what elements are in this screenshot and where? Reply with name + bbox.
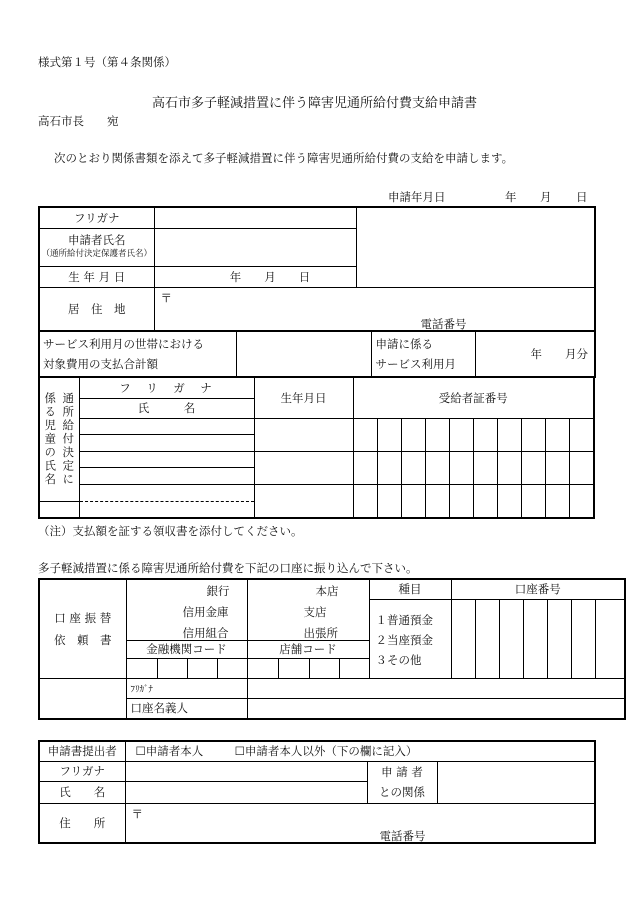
kind-option-toza[interactable]: ２当座預金 bbox=[375, 632, 433, 647]
address-label: 居 住 地 bbox=[39, 287, 154, 331]
service-month-label bbox=[371, 331, 475, 377]
relation-label-1: 申 請 者 bbox=[381, 765, 423, 779]
intro-text: 次のとおり関係書類を添えて多子軽減措置に伴う障害児通所給付費の支給を申請します。 bbox=[54, 151, 514, 165]
kind-header: 種目 bbox=[369, 579, 451, 599]
child-2-digit[interactable] bbox=[449, 451, 473, 484]
submitter-postal-mark: 〒 bbox=[131, 806, 143, 821]
addressee: 高石市長 宛 bbox=[38, 114, 119, 128]
child-2-digit[interactable] bbox=[425, 451, 449, 484]
transfer-intro: 多子軽減措置に係る障害児通所給付費を下記の口座に振り込んで下さい。 bbox=[38, 561, 418, 575]
applicant-table bbox=[38, 206, 596, 332]
child-1-name[interactable] bbox=[79, 434, 254, 451]
holder-field[interactable] bbox=[247, 698, 625, 719]
child-side-label-1: 通所給付決定に bbox=[61, 392, 76, 487]
child-1-birth[interactable] bbox=[254, 418, 353, 451]
bank-code-label: 金融機関コード bbox=[126, 640, 247, 658]
service-month-label-2: サービス利用月 bbox=[375, 357, 456, 371]
child-1-digit[interactable] bbox=[473, 418, 497, 451]
child-3-digit[interactable] bbox=[569, 484, 594, 518]
submitter-furigana-field[interactable] bbox=[125, 761, 367, 781]
service-month-label-1: 申請に係る bbox=[375, 337, 433, 351]
total-cost-label-1: サービス利用月の世帯における bbox=[43, 337, 204, 351]
submitter-label: 申請書提出者 bbox=[39, 741, 125, 761]
service-month-field[interactable]: 年 月分 bbox=[475, 331, 595, 377]
form-number: 様式第１号（第４条関係） bbox=[38, 55, 176, 69]
child-1-digit[interactable] bbox=[569, 418, 594, 451]
submitter-name-label: 氏 名 bbox=[39, 781, 125, 803]
applicant-furigana-label: フリガナ bbox=[39, 207, 154, 228]
account-digit[interactable] bbox=[451, 599, 475, 678]
child-1-digit[interactable] bbox=[425, 418, 449, 451]
transfer-side-label bbox=[39, 579, 126, 678]
applicant-furigana-field[interactable] bbox=[154, 207, 356, 228]
submitter-other-checkbox[interactable]: ☐申請者本人以外（下の欄に記入） bbox=[234, 744, 418, 759]
branch-code-digit[interactable] bbox=[247, 658, 278, 678]
account-digit[interactable] bbox=[547, 599, 571, 678]
child-2-digit[interactable] bbox=[353, 451, 377, 484]
child-1-digit[interactable] bbox=[545, 418, 569, 451]
child-2-furigana[interactable] bbox=[79, 451, 254, 467]
bank-name-field[interactable] bbox=[126, 579, 247, 640]
applicant-name-text: 申請者氏名 bbox=[68, 233, 126, 247]
address-field[interactable] bbox=[154, 287, 595, 331]
note-text: （注）支払額を証する領収書を添付してください。 bbox=[38, 524, 303, 538]
child-2-digit[interactable] bbox=[497, 451, 521, 484]
child-2-digit[interactable] bbox=[473, 451, 497, 484]
child-3-digit[interactable] bbox=[401, 484, 425, 518]
honten-suffix: 本店 bbox=[315, 584, 339, 598]
child-1-digit[interactable] bbox=[353, 418, 377, 451]
child-furigana-header: フ リ ガ ナ bbox=[79, 377, 254, 398]
bank-code-digit[interactable] bbox=[157, 658, 187, 678]
service-table bbox=[38, 330, 596, 378]
child-1-digit[interactable] bbox=[497, 418, 521, 451]
applicant-name-subtext: （通所給付決定保護者氏名） bbox=[41, 249, 152, 259]
birth-label: 生 年 月 日 bbox=[39, 266, 154, 287]
child-2-digit[interactable] bbox=[401, 451, 425, 484]
transfer-side-label-2: 依 頼 書 bbox=[54, 632, 112, 647]
recipient-no-header: 受給者証番号 bbox=[353, 377, 594, 418]
child-3-furigana[interactable] bbox=[79, 484, 254, 501]
account-digit[interactable] bbox=[595, 599, 625, 678]
apply-date-label: 申請年月日 bbox=[388, 190, 446, 204]
child-3-digit[interactable] bbox=[545, 484, 569, 518]
total-cost-field[interactable] bbox=[236, 331, 371, 377]
submitter-self-checkbox[interactable]: ☐申請者本人 bbox=[135, 744, 204, 759]
child-3-digit[interactable] bbox=[521, 484, 545, 518]
account-digit[interactable] bbox=[475, 599, 499, 678]
child-3-digit[interactable] bbox=[377, 484, 401, 518]
account-digit[interactable] bbox=[499, 599, 523, 678]
child-1-digit[interactable] bbox=[449, 418, 473, 451]
child-2-birth[interactable] bbox=[254, 451, 353, 484]
child-1-furigana[interactable] bbox=[79, 418, 254, 434]
total-cost-label bbox=[39, 331, 236, 377]
child-3-birth[interactable] bbox=[254, 484, 353, 518]
total-cost-label-2: 対象費用の支払合計額 bbox=[43, 357, 158, 371]
kind-option-other[interactable]: ３その他 bbox=[375, 652, 422, 667]
child-3-digit[interactable] bbox=[473, 484, 497, 518]
child-3-digit[interactable] bbox=[353, 484, 377, 518]
bank-table bbox=[38, 578, 626, 720]
bank-code-digit[interactable] bbox=[187, 658, 217, 678]
applicant-right-blank bbox=[356, 207, 595, 287]
relation-field[interactable] bbox=[437, 761, 595, 803]
form-title: 高石市多子軽減措置に伴う障害児通所給付費支給申請書 bbox=[152, 96, 478, 111]
branch-name-field[interactable] bbox=[247, 579, 369, 640]
relation-label-2: との関係 bbox=[379, 785, 425, 799]
submitter-phone-label: 電話番号 bbox=[379, 828, 426, 843]
bank-code-digit[interactable] bbox=[126, 658, 157, 678]
holder-kana-label: ﾌﾘｶﾞﾅ bbox=[126, 678, 247, 698]
child-name-header: 氏 名 bbox=[79, 398, 254, 418]
apply-date-month: 月 bbox=[540, 190, 552, 204]
account-digit[interactable] bbox=[523, 599, 547, 678]
shinkin-suffix: 信用金庫 bbox=[182, 605, 229, 619]
submitter-options bbox=[125, 741, 595, 761]
phone-label: 電話番号 bbox=[420, 316, 467, 331]
child-3-name[interactable] bbox=[39, 501, 79, 518]
shutcho-suffix: 出張所 bbox=[303, 626, 338, 640]
child-birth-header: 生年月日 bbox=[254, 377, 353, 418]
branch-code-digit[interactable] bbox=[339, 658, 369, 678]
child-side-label bbox=[39, 377, 79, 501]
holder-side-blank bbox=[39, 678, 126, 698]
holder-kana-field[interactable] bbox=[247, 678, 625, 698]
bank-suffix: 銀行 bbox=[206, 584, 230, 598]
child-2-digit[interactable] bbox=[377, 451, 401, 484]
child-2-digit[interactable] bbox=[545, 451, 569, 484]
holder-label: 口座名義人 bbox=[126, 698, 247, 719]
shiten-suffix: 支店 bbox=[303, 605, 327, 619]
applicant-name-field[interactable] bbox=[154, 228, 356, 266]
kind-options bbox=[369, 599, 451, 678]
child-2-name[interactable] bbox=[79, 467, 254, 484]
submitter-furigana-label: フリガナ bbox=[39, 761, 125, 781]
applicant-name-label bbox=[39, 228, 154, 266]
branch-code-digit[interactable] bbox=[309, 658, 339, 678]
account-digit[interactable] bbox=[571, 599, 595, 678]
child-1-digit[interactable] bbox=[377, 418, 401, 451]
branch-code-digit[interactable] bbox=[278, 658, 309, 678]
child-3-digit[interactable] bbox=[425, 484, 449, 518]
child-table bbox=[38, 376, 595, 519]
child-1-digit[interactable] bbox=[401, 418, 425, 451]
birth-field[interactable]: 年 月 日 bbox=[154, 266, 356, 287]
submitter-address-label: 住 所 bbox=[39, 803, 125, 843]
kind-option-futsu[interactable]: １普通預金 bbox=[375, 612, 433, 627]
child-1-digit[interactable] bbox=[521, 418, 545, 451]
apply-date-day: 日 bbox=[576, 190, 588, 204]
kumiai-suffix: 信用組合 bbox=[182, 626, 229, 640]
child-2-digit[interactable] bbox=[521, 451, 545, 484]
child-3-digit[interactable] bbox=[497, 484, 521, 518]
child-2-digit[interactable] bbox=[569, 451, 594, 484]
postal-mark: 〒 bbox=[160, 290, 172, 305]
submitter-name-field[interactable] bbox=[125, 781, 367, 803]
apply-date-year: 年 bbox=[505, 190, 517, 204]
holder-side-blank-2 bbox=[39, 698, 126, 719]
bank-code-digit[interactable] bbox=[217, 658, 247, 678]
transfer-side-label-1: 口 座 振 替 bbox=[54, 610, 112, 625]
submitter-address-field[interactable] bbox=[125, 803, 595, 843]
child-3-digit[interactable] bbox=[449, 484, 473, 518]
relation-label bbox=[367, 761, 437, 803]
child-side-label-2: 係る児童の氏名 bbox=[43, 392, 58, 487]
submitter-table bbox=[38, 740, 596, 844]
account-no-header: 口座番号 bbox=[451, 579, 625, 599]
branch-code-label: 店舗コード bbox=[247, 640, 369, 658]
